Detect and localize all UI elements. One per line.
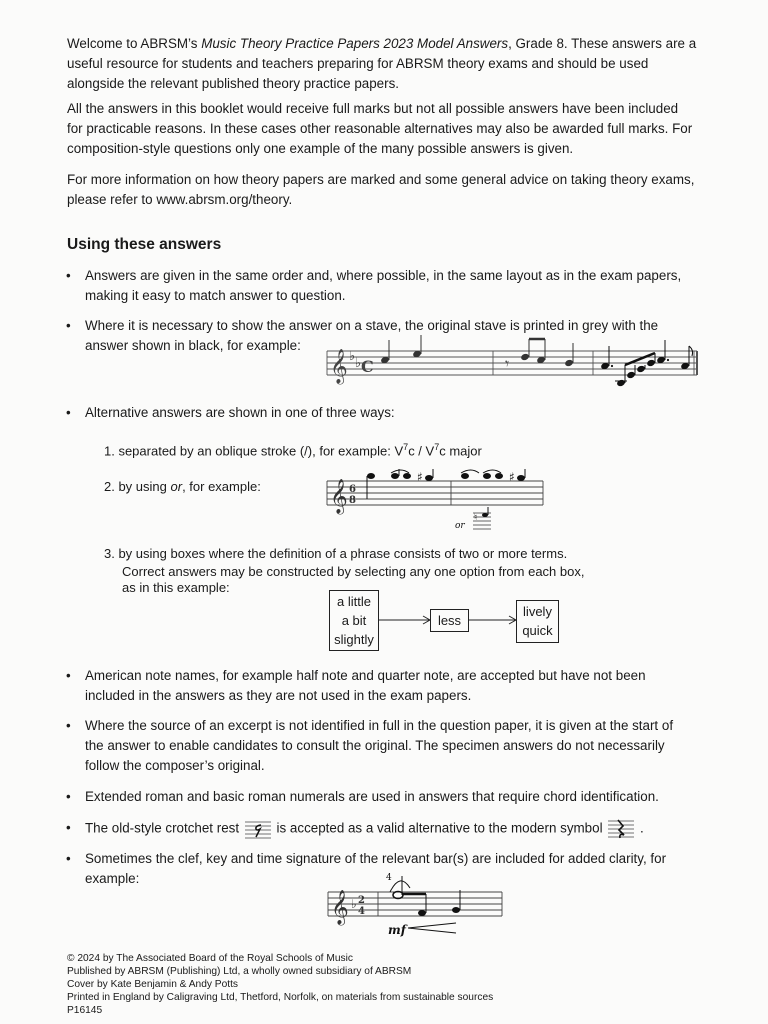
stave-example-or: [325, 465, 547, 537]
svg-text:♭: ♭: [351, 897, 357, 911]
intro-p1-pre: Welcome to ABRSM’s: [67, 36, 202, 51]
box-3-option: quick: [522, 623, 553, 638]
svg-text:4: 4: [358, 906, 365, 917]
bullet-7-post: .: [640, 820, 644, 836]
treble-clef-icon: 𝄞: [331, 890, 349, 925]
bullet-text-4: American note names, for example half note and quarter note, are accepted but have not been included in the answers as they are not used in the exam papers.: [85, 668, 646, 703]
footer-line: Cover by Kate Benjamin & Andy Potts: [67, 979, 239, 990]
intro-paragraph-3: For more information on how theory papers are marked and some general advice on taking theory exams, please refer to www.abrsm.org/theory.: [67, 172, 695, 207]
footer-line: Printed in England by Caligraving Ltd, Thetford, Norfolk, on materials from sustainable sources: [67, 992, 494, 1003]
bar-number: 4: [386, 873, 392, 883]
bullet-dot-icon: •: [66, 820, 71, 835]
svg-text:𝄾: 𝄾: [505, 354, 510, 373]
footer-imprint: [67, 952, 493, 1017]
bullet-dot-icon: •: [66, 789, 71, 804]
way-3-line-3: as in this example:: [122, 580, 230, 595]
flat-icon: ♭: [349, 349, 356, 364]
way-2-pre: 2. by using: [104, 479, 171, 494]
intro-paragraph-1: [67, 34, 697, 94]
way-1-pre: 1. separated by an oblique stroke (/), for example: V: [104, 443, 404, 459]
bullet-text-3: Alternative answers are shown in one of three ways:: [85, 405, 395, 420]
option-box-2: [430, 609, 469, 632]
bullet-dot-icon: •: [66, 318, 71, 333]
stave-example-clef-key-time: [326, 870, 506, 938]
way-1-sup-1: 7: [403, 442, 409, 452]
bullet-text-2a: Where it is necessary to show the answer on a stave, the original stave is printed in grey with the: [85, 318, 659, 333]
option-box-3: [516, 600, 559, 643]
way-2-italic: or: [170, 479, 183, 494]
way-3-line-2: Correct answers may be constructed by selecting any one option from each box,: [122, 564, 585, 579]
option-box-1: [329, 590, 379, 651]
way-1: [104, 437, 482, 461]
svg-text:8: 8: [349, 495, 356, 506]
box-2-option: less: [437, 613, 462, 628]
svg-text:♯: ♯: [509, 470, 515, 484]
way-1-sup-2: 7: [434, 442, 440, 452]
bullet-dot-icon: •: [66, 718, 71, 733]
svg-text:♭: ♭: [355, 356, 362, 371]
svg-text:♮: ♮: [474, 513, 478, 523]
bullet-text-5: Where the source of an excerpt is not identified in full in the question paper, it is given at the start of the answer to enable candidates to consult the original. The specimen answers do not necessarily follow the composer’s original.: [85, 718, 674, 773]
modern-crotchet-rest-icon: [606, 818, 636, 840]
footer-line: Published by ABRSM (Publishing) Ltd, a wholly owned subsidiary of ABRSM: [67, 966, 412, 977]
svg-text:6: 6: [349, 484, 356, 495]
bullet-text-8b: example:: [85, 871, 140, 886]
box-1-option: a little: [337, 594, 371, 609]
bullet-text-6: Extended roman and basic roman numerals are used in answers that require chord identification.: [85, 789, 659, 804]
treble-clef-icon: 𝄞: [330, 349, 348, 384]
svg-text:♯: ♯: [417, 470, 423, 484]
svg-text:2: 2: [358, 895, 365, 906]
treble-clef-icon: 𝄞: [330, 479, 348, 514]
bullet-dot-icon: •: [66, 268, 71, 283]
bullet-dot-icon: •: [66, 405, 71, 420]
diminuendo-hairpin-icon: [408, 923, 456, 933]
way-2: [104, 477, 261, 497]
box-3-option: lively: [523, 604, 552, 619]
old-crotchet-rest-icon: [243, 819, 273, 839]
section-heading: Using these answers: [67, 236, 222, 253]
box-1-option: a bit: [341, 613, 367, 628]
footer-line: P16145: [67, 1005, 103, 1016]
bullet-text-2b: answer shown in black, for example:: [85, 338, 301, 353]
intro-p1-post: , Grade 8. These answers are a useful resource for students and teachers preparing for ABRSM theory exams and should be used alongside the relevant published theory practice papers.: [67, 36, 697, 91]
bullet-text-7: [85, 818, 695, 840]
dynamic-marking: mf: [388, 923, 406, 937]
bullet-text-1: Answers are given in the same order and, where possible, in the same layout as in the exam papers, making it easy to match answer to question.: [85, 268, 682, 303]
way-1-mid: c / V: [408, 443, 435, 459]
stave-example-grey-black: [325, 335, 700, 391]
bullet-7-pre: The old-style crotchet rest: [85, 820, 240, 836]
bullet-dot-icon: •: [66, 851, 71, 866]
box-1-option: slightly: [334, 632, 374, 647]
bullet-text-8a: Sometimes the clef, key and time signature of the relevant bar(s) are included for added clarity, for: [85, 851, 667, 866]
publication-title: Music Theory Practice Papers 2023 Model Answers: [201, 36, 509, 51]
bullet-dot-icon: •: [66, 668, 71, 683]
time-signature: C: [361, 357, 374, 376]
intro-paragraph-2: All the answers in this booklet would receive full marks but not all possible answers have been included for practicable reasons. In these cases other reasonable alternatives may also be awarded full marks. For composition-style questions only one example of the many possible answers is given.: [67, 101, 693, 156]
bullet-7-mid: is accepted as a valid alternative to the modern symbol: [276, 820, 603, 836]
or-label: or: [455, 521, 465, 531]
footer-line: © 2024 by The Associated Board of the Royal Schools of Music: [67, 953, 353, 964]
way-3-line-1: 3. by using boxes where the definition of a phrase consists of two or more terms.: [104, 546, 568, 561]
way-2-post: , for example:: [182, 479, 261, 494]
way-1-post: c major: [439, 443, 482, 459]
